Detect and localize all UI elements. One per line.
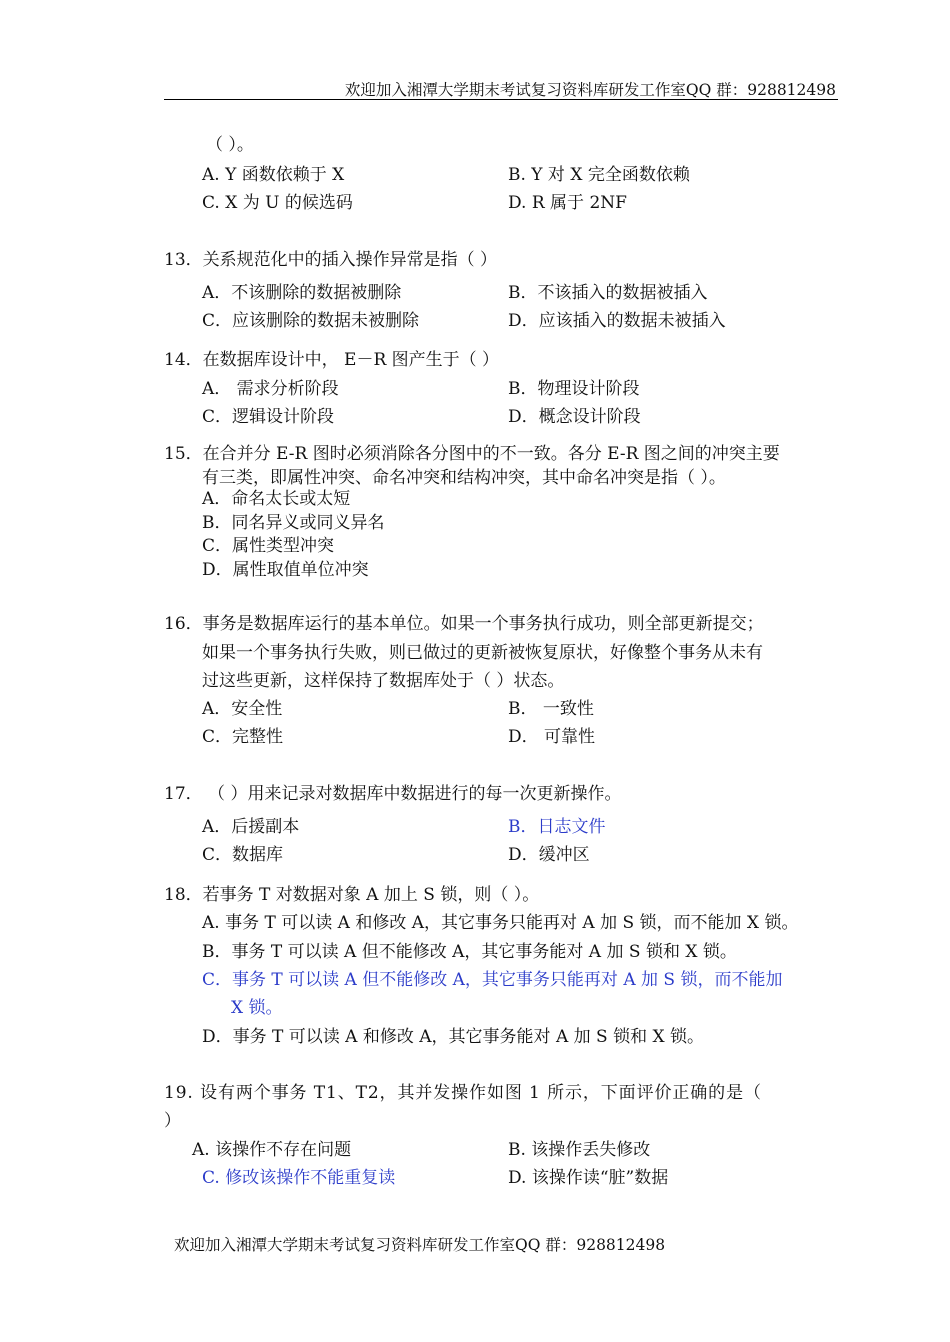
q12-option-c: C. X 为 U 的候选码 [202,193,353,213]
q19-stem-line1: 19. 设有两个事务 T1、T2，其并发操作如图 1 所示，下面评价正确的是（ [164,1083,762,1103]
q13-option-c: C．应该删除的数据未被删除 [202,311,420,331]
q17-stem: 17． （ ）用来记录对数据库中数据进行的每一次更新操作。 [164,784,622,804]
q19-option-a: A. 该操作不存在问题 [192,1140,352,1160]
header-rule [164,99,838,100]
q16-stem-line1: 16．事务是数据库运行的基本单位。如果一个事务执行成功，则全部更新提交； [164,614,764,634]
q12-option-a: A. Y 函数依赖于 X [202,165,345,185]
q12-tail: （ ）。 [206,135,254,155]
q14-stem: 14．在数据库设计中， E－R 图产生于（ ） [164,350,500,370]
q19-option-b: B. 该操作丢失修改 [508,1140,651,1160]
q18-option-c-answer-line1: C．事务 T 可以读 A 但不能修改 A，其它事务只能再对 A 加 S 锁，而不能加 [202,970,783,990]
q19-option-c-answer: C. 修改该操作不能重复读 [202,1168,396,1188]
q18-option-c-answer-line2: X 锁。 [231,998,283,1018]
q12-option-b: B. Y 对 X 完全函数依赖 [508,165,690,185]
q18-option-b: B．事务 T 可以读 A 但不能修改 A，其它事务能对 A 加 S 锁和 X 锁。 [202,942,737,962]
page-footer: 欢迎加入湘潭大学期末考试复习资料库研发工作室QQ 群：928812498 [174,1236,666,1254]
q16-option-d: D． 可靠性 [508,727,596,747]
q16-stem-line3: 过这些更新，这样保持了数据库处于（ ）状态。 [202,671,565,691]
q17-option-d: D．缓冲区 [508,845,590,865]
q17-option-b-answer: B．日志文件 [508,817,606,837]
q15-option-b: B．同名异义或同义异名 [202,513,385,533]
q16-stem-line2: 如果一个事务执行失败，则已做过的更新被恢复原状，好像整个事务从未有 [202,643,763,663]
q15-stem-line2: 有三类，即属性冲突、命名冲突和结构冲突，其中命名冲突是指（ ）。 [202,468,726,488]
q18-option-a: A. 事务 T 可以读 A 和修改 A，其它事务只能再对 A 加 S 锁，而不能加 X 锁。 [202,913,799,933]
q16-option-c: C．完整性 [202,727,284,747]
q12-option-d: D. R 属于 2NF [508,193,627,213]
page-header: 欢迎加入湘潭大学期末考试复习资料库研发工作室QQ 群：928812498 [344,81,836,99]
q14-option-a: A． 需求分析阶段 [202,379,339,399]
q19-option-d: D. 该操作读“脏”数据 [508,1168,669,1188]
q16-option-a: A．安全性 [202,699,283,719]
q18-option-d: D．事务 T 可以读 A 和修改 A，其它事务能对 A 加 S 锁和 X 锁。 [202,1027,704,1047]
q19-stem-line2: ） [164,1111,181,1131]
q18-stem: 18．若事务 T 对数据对象 A 加上 S 锁，则（ ）。 [164,885,540,905]
q13-stem: 13．关系规范化中的插入操作异常是指（ ） [164,250,498,270]
q13-option-b: B．不该插入的数据被插入 [508,283,708,303]
q13-option-d: D．应该插入的数据未被插入 [508,311,726,331]
q15-option-d: D．属性取值单位冲突 [202,560,369,580]
q15-stem-line1: 15．在合并分 E-R 图时必须消除各分图中的不一致。各分 E-R 图之间的冲突主要 [164,444,780,464]
q14-option-c: C．逻辑设计阶段 [202,407,335,427]
q13-option-a: A．不该删除的数据被删除 [202,283,402,303]
q17-option-a: A．后援副本 [202,817,300,837]
q16-option-b: B． 一致性 [508,699,594,719]
q15-option-c: C．属性类型冲突 [202,536,335,556]
q14-option-d: D．概念设计阶段 [508,407,641,427]
q17-option-c: C．数据库 [202,845,284,865]
q14-option-b: B．物理设计阶段 [508,379,640,399]
q15-option-a: A．命名太长或太短 [202,489,351,509]
